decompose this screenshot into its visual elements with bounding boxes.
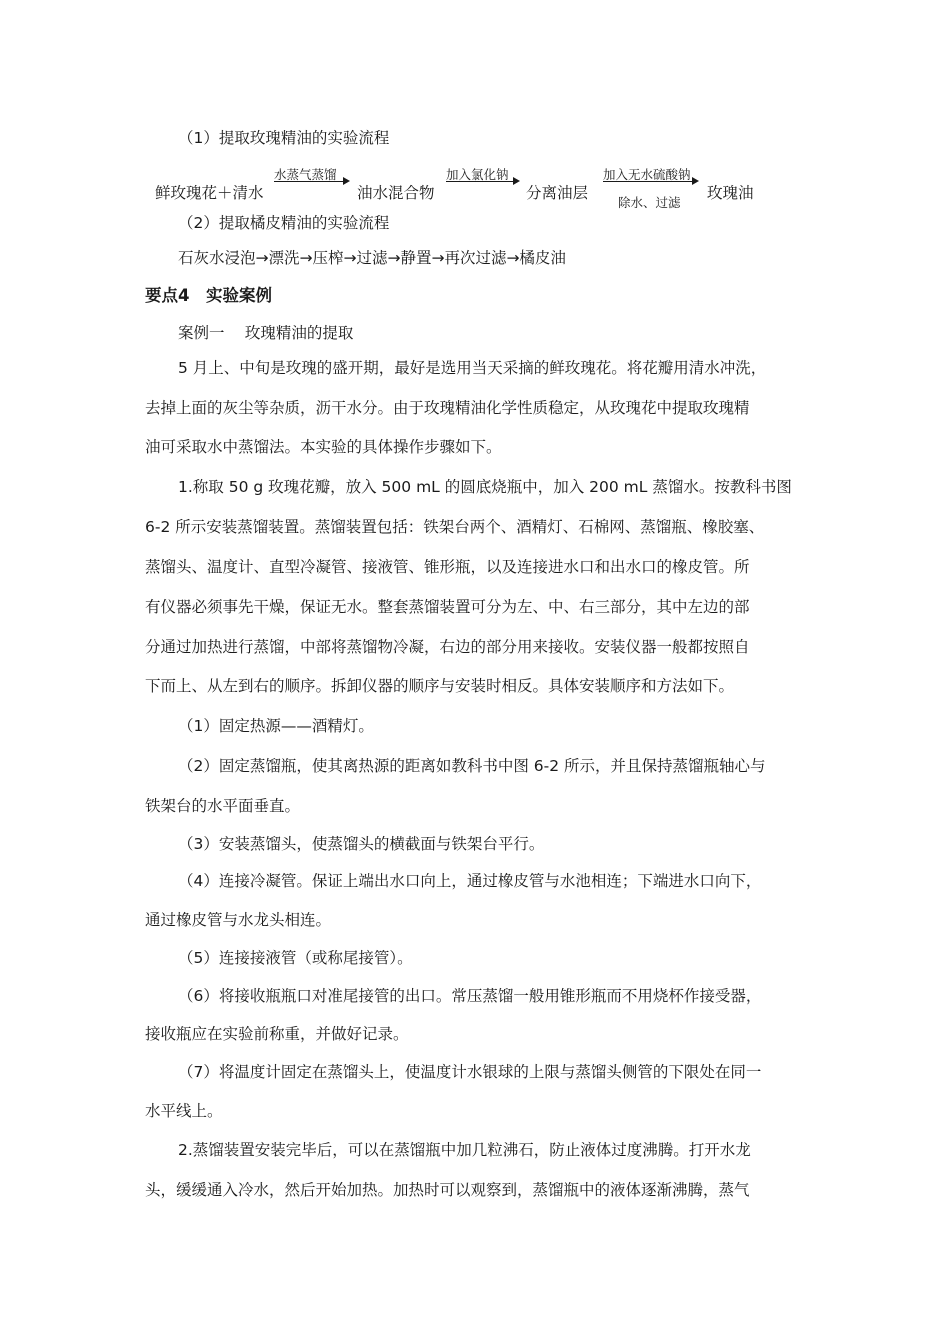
arrow-label-add-na2so4: 加入无水硫酸钠 — [603, 167, 691, 182]
body-line: 蒸馏头、温度计、直型冷凝管、接液管、锥形瓶，以及连接进水口和出水口的橡皮管。所 — [145, 558, 750, 576]
section-heading: 要点4 实验案例 — [145, 286, 272, 305]
flow-step-fresh-rose: 鲜玫瑰花＋清水 — [155, 184, 264, 202]
body-line: 铁架台的水平面垂直。 — [145, 797, 301, 815]
flow-step-rose-oil: 玫瑰油 — [707, 184, 754, 202]
body-line: （4）连接冷凝管。保证上端出水口向上，通过橡皮管与水池相连；下端进水口向下， — [178, 872, 762, 890]
arrow-head-icon — [343, 177, 350, 185]
arrow-label-steam-distillation: 水蒸气蒸馏 — [274, 167, 337, 182]
body-line: 水平线上。 — [145, 1102, 223, 1120]
body-line: 去掉上面的灰尘等杂质，沥干水分。由于玫瑰精油化学性质稳定，从玫瑰花中提取玫瑰精 — [145, 399, 750, 417]
body-line: （5）连接接液管（或称尾接管）。 — [178, 949, 413, 967]
body-line: （1）固定热源——酒精灯。 — [178, 717, 374, 735]
body-line: 有仪器必须事先干燥，保证无水。整套蒸馏装置可分为左、中、右三部分，其中左边的部 — [145, 598, 750, 616]
body-line: 1.称取 50 g 玫瑰花瓣，放入 500 mL 的圆底烧瓶中，加入 200 mL 蒸馏水。按教科书图 — [178, 478, 792, 496]
body-line: 分通过加热进行蒸馏，中部将蒸馏物冷凝，右边的部分用来接收。安装仪器一般都按照自 — [145, 638, 750, 656]
flow-step-oil-water-mix: 油水混合物 — [357, 184, 435, 202]
body-line: 通过橡皮管与水龙头相连。 — [145, 911, 332, 929]
flow-step-separate-oil: 分离油层 — [526, 184, 589, 202]
arrow-sublabel-dewater-filter: 除水、过滤 — [618, 195, 681, 210]
arrow-line — [274, 181, 346, 182]
body-line: （7）将温度计固定在蒸馏头上，使温度计水银球的上限与蒸馏头侧管的下限处在同一 — [178, 1063, 762, 1081]
orange-flow-title: （2）提取橘皮精油的实验流程 — [178, 214, 390, 232]
arrow-label-add-nacl: 加入氯化钠 — [446, 167, 509, 182]
body-line: 5 月上、中旬是玫瑰的盛开期，最好是选用当天采摘的鲜玫瑰花。将花瓣用清水冲洗， — [178, 359, 767, 377]
body-line: 下而上、从左到右的顺序。拆卸仪器的顺序与安装时相反。具体安装顺序和方法如下。 — [145, 677, 735, 695]
body-line: （6）将接收瓶瓶口对准尾接管的出口。常压蒸馏一般用锥形瓶而不用烧杯作接受器， — [178, 987, 762, 1005]
body-line: （2）固定蒸馏瓶，使其离热源的距离如教科书中图 6-2 所示，并且保持蒸馏瓶轴心与 — [178, 757, 766, 775]
body-line: 2.蒸馏装置安装完毕后，可以在蒸馏瓶中加几粒沸石，防止液体过度沸腾。打开水龙 — [178, 1141, 751, 1159]
body-line: （3）安装蒸馏头，使蒸馏头的横截面与铁架台平行。 — [178, 835, 545, 853]
arrow-line — [446, 181, 516, 182]
case-title: 案例一 玫瑰精油的提取 — [178, 324, 354, 342]
body-line: 6-2 所示安装蒸馏装置。蒸馏装置包括：铁架台两个、酒精灯、石棉网、蒸馏瓶、橡胶塞、 — [145, 518, 765, 536]
orange-flow-steps: 石灰水浸泡→漂洗→压榨→过滤→静置→再次过滤→橘皮油 — [178, 249, 566, 267]
body-line: 头，缓缓通入冷水，然后开始加热。加热时可以观察到，蒸馏瓶中的液体逐渐沸腾，蒸气 — [145, 1181, 750, 1199]
arrow-head-icon — [513, 177, 520, 185]
arrow-head-icon — [692, 177, 699, 185]
arrow-line — [603, 181, 695, 182]
body-line: 接收瓶应在实验前称重，并做好记录。 — [145, 1025, 409, 1043]
rose-flow-title: （1）提取玫瑰精油的实验流程 — [178, 129, 390, 147]
body-line: 油可采取水中蒸馏法。本实验的具体操作步骤如下。 — [145, 438, 502, 456]
